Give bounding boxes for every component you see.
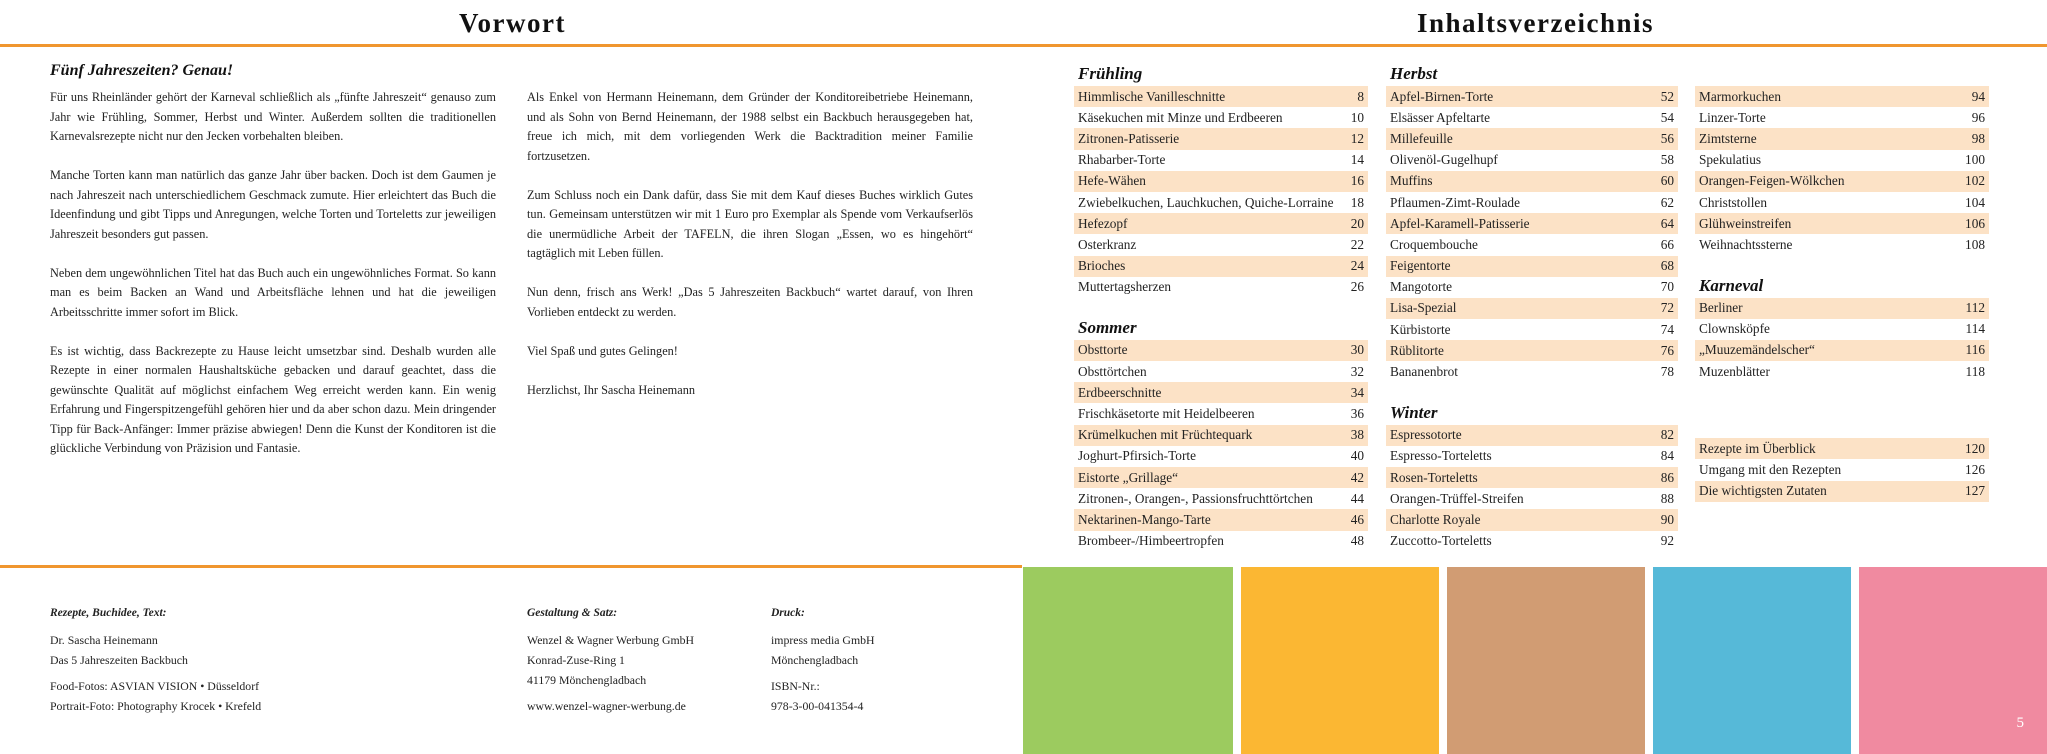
toc-entry[interactable] <box>1386 361 1678 382</box>
toc-entry-page: 82 <box>1660 427 1674 443</box>
toc-entry-page: 116 <box>1965 342 1985 358</box>
toc-entry[interactable] <box>1074 488 1368 509</box>
toc-entry-page: 26 <box>1350 279 1364 295</box>
toc-entry-page: 46 <box>1350 511 1364 527</box>
toc-entry-title: Osterkranz <box>1078 236 1137 252</box>
toc-entry-title: Spekulatius <box>1699 152 1762 168</box>
toc-entry-page: 64 <box>1660 215 1674 231</box>
credits-recipes-line: Dr. Sascha Heinemann <box>50 633 158 647</box>
toc-entry-title: Charlotte Royale <box>1390 511 1481 527</box>
vorwort-paragraph: Viel Spaß und gutes Gelingen! <box>527 343 678 358</box>
toc-entry-title: Umgang mit den Rezepten <box>1699 462 1842 478</box>
toc-entry-title: Mangotorte <box>1390 279 1453 295</box>
toc-entry[interactable] <box>1695 298 1989 319</box>
toc-entry-page: 98 <box>1971 130 1985 146</box>
toc-entry-title: Erdbeerschnitte <box>1078 384 1162 400</box>
vorwort-paragraph: Herzlichst, Ihr Sascha Heinemann <box>527 382 695 397</box>
toc-entry[interactable] <box>1695 150 1989 171</box>
toc-entry[interactable] <box>1386 319 1678 340</box>
toc-entry[interactable] <box>1695 340 1989 361</box>
toc-entry-title: Orangen-Feigen-Wölkchen <box>1699 173 1845 189</box>
toc-entry-page: 34 <box>1350 384 1364 400</box>
vorwort-heading: Vorwort <box>459 8 566 38</box>
toc-entry[interactable] <box>1695 459 1989 480</box>
vorwort-paragraph: Als Enkel von Hermann Heinemann, dem Gründer der Konditoreibetriebe Heinemann, und als Sohn von Bernd Heinemann, der 1988 selbst ein Backbuch herausgegeben hat, freue ich mich, mit dem vorliegenden Werk die Backtradition meiner Familie fortzusetzen. <box>527 90 973 163</box>
toc-entry-title: Feigentorte <box>1390 258 1451 274</box>
toc-entry-title: Berliner <box>1699 300 1743 316</box>
toc-entry[interactable] <box>1074 531 1368 552</box>
toc-entry[interactable] <box>1074 382 1368 403</box>
toc-section-gap <box>1386 383 1678 402</box>
toc-entry-page: 78 <box>1660 364 1674 380</box>
toc-entry-title: Die wichtigsten Zutaten <box>1699 483 1827 499</box>
toc-entry-title: Obsttorte <box>1078 342 1128 358</box>
toc-entry-title: Glühweinstreifen <box>1699 215 1792 231</box>
toc-entry[interactable] <box>1386 298 1678 319</box>
toc-entry-title: Hefezopf <box>1078 215 1128 231</box>
toc-entry-page: 94 <box>1971 88 1985 104</box>
credits-print-line: Mönchengladbach <box>771 653 859 667</box>
toc-entry-page: 126 <box>1965 462 1985 478</box>
toc-entry-title: Eistorte „Grillage“ <box>1078 469 1179 485</box>
swatch-summer <box>1241 567 1439 754</box>
toc-entry-page: 112 <box>1965 300 1985 316</box>
toc-entry-title: Joghurt-Pfirsich-Torte <box>1078 448 1196 464</box>
toc-section <box>1386 402 1678 552</box>
toc-section-title: Herbst <box>1390 64 1438 83</box>
toc-entry[interactable] <box>1074 467 1368 488</box>
vorwort-paragraph: Neben dem ungewöhnlichen Titel hat das Buch auch ein ungewöhnliches Format. So kann man es beim Backen an Wand und Arbeitsfläche lehnen und hat die jeweiligen Arbeitsschritte immer sofort im Blick. <box>50 265 496 319</box>
toc-entry-page: 90 <box>1660 511 1674 527</box>
toc-entry-title: Croquembouche <box>1390 236 1478 252</box>
credits-design <box>527 603 694 716</box>
toc-entry[interactable] <box>1074 128 1368 149</box>
toc-entry-title: Frischkäsetorte mit Heidelbeeren <box>1078 406 1255 422</box>
toc-entry[interactable] <box>1074 425 1368 446</box>
toc-entry-page: 66 <box>1660 236 1674 252</box>
swatch-autumn <box>1447 567 1645 754</box>
toc-entry-page: 72 <box>1660 300 1674 316</box>
toc-entry[interactable] <box>1074 150 1368 171</box>
toc-entry[interactable] <box>1074 256 1368 277</box>
toc-entry[interactable] <box>1695 86 1989 107</box>
toc-entry[interactable] <box>1695 319 1989 340</box>
toc-entry-title: Krümelkuchen mit Früchtequark <box>1078 427 1253 443</box>
credits-isbn: 978-3-00-041354-4 <box>771 699 864 713</box>
toc-entry-page: 42 <box>1350 469 1364 485</box>
vorwort-paragraph: Für uns Rheinländer gehört der Karneval schließlich als „fünfte Jahreszeit“ genauso zum Jahr wie Frühling, Sommer, Herbst und Winter. Außerdem sollten die traditionellen Karnevalsrezepte nicht nur den Jecken vorbehalten bleiben. <box>50 90 496 143</box>
toc-entry[interactable] <box>1386 107 1678 128</box>
toc-entry[interactable] <box>1695 171 1989 192</box>
toc-entry-title: Espressotorte <box>1390 427 1462 443</box>
credits-design-line: 41179 Mönchengladbach <box>527 673 647 687</box>
toc-entry[interactable] <box>1386 234 1678 255</box>
toc-entry-title: Christstollen <box>1699 194 1767 210</box>
bottom-rule <box>0 565 1022 568</box>
toc-entry-title: Rosen-Torteletts <box>1390 469 1478 485</box>
toc-entry-page: 22 <box>1350 236 1364 252</box>
toc-entry-title: Linzer-Torte <box>1699 109 1766 125</box>
toc-section-title: Winter <box>1390 402 1438 422</box>
toc-entry-title: Apfel-Birnen-Torte <box>1390 88 1494 104</box>
credits-design-line: Wenzel & Wagner Werbung GmbH <box>527 633 695 647</box>
toc-entry-page: 56 <box>1660 130 1674 146</box>
toc-entry-title: Zitronen-Patisserie <box>1078 130 1180 146</box>
credits-print <box>771 603 875 716</box>
toc-entry-title: Kürbistorte <box>1390 321 1451 337</box>
toc-entry[interactable] <box>1074 446 1368 467</box>
toc-entry-page: 14 <box>1350 152 1364 168</box>
toc-entry[interactable] <box>1074 213 1368 234</box>
toc-entry-page: 106 <box>1965 215 1985 231</box>
toc-entry-title: Brombeer-/Himbeertropfen <box>1078 533 1224 549</box>
vorwort-paragraph: Es ist wichtig, dass Backrezepte zu Hause leicht umsetzbar sind. Deshalb wurden alle Rezepte in einer normalen Haushaltsküche gebacken und darauf geachtet, dass die gewünschte Qualität auf möglichst einfachem Weg erreicht werden kann. Ein wenig Erfahrung und Fingerspitzengefühl gehören hier und da aber schon dazu. Mein dringender Tipp für Back-Anfänger: Immer präzise abwiegen! Denn die Kunst der Konditoren ist die glückliche Verbindung von Präzision und Fantasie. <box>50 343 496 455</box>
vorwort-left-column <box>50 88 496 478</box>
toc-entry-page: 24 <box>1350 258 1364 274</box>
toc-entry-page: 114 <box>1965 321 1985 337</box>
toc-section <box>1074 317 1368 552</box>
toc-entry-page: 68 <box>1660 258 1674 274</box>
toc-entry[interactable] <box>1386 86 1678 107</box>
toc-entry-page: 40 <box>1350 448 1364 464</box>
toc-section-title-karneval: Karneval <box>1699 275 1764 295</box>
toc-entry-page: 76 <box>1660 342 1674 358</box>
toc-entry[interactable] <box>1074 509 1368 530</box>
toc-entry-title: Espresso-Torteletts <box>1390 448 1492 464</box>
toc-entry[interactable] <box>1386 509 1678 530</box>
swatch-spring <box>1023 567 1233 754</box>
credits-design-label: Gestaltung & Satz: <box>527 607 618 619</box>
toc-entry-title: Pflaumen-Zimt-Roulade <box>1390 194 1520 210</box>
toc-entry-title: Rezepte im Überblick <box>1699 440 1816 456</box>
toc-entry-page: 120 <box>1965 440 1985 456</box>
toc-column-2 <box>1386 63 1678 552</box>
toc-entry-title: Olivenöl-Gugelhupf <box>1390 152 1498 168</box>
toc-entry[interactable] <box>1386 446 1678 467</box>
toc-heading: Inhaltsverzeichnis <box>1417 8 1655 38</box>
toc-entry[interactable] <box>1386 488 1678 509</box>
toc-entry-page: 100 <box>1965 152 1985 168</box>
toc-column-1 <box>1074 63 1368 552</box>
credits-design-url[interactable]: www.wenzel-wagner-werbung.de <box>527 699 686 713</box>
toc-entry-title: Muzenblätter <box>1699 363 1770 379</box>
toc-entry-page: 86 <box>1660 469 1674 485</box>
toc-entry-title: „Muuzemändelscher“ <box>1699 342 1815 358</box>
toc-entry-page: 84 <box>1660 448 1674 464</box>
toc-column-3 <box>1695 63 1989 502</box>
toc-entry-page: 8 <box>1357 88 1364 104</box>
toc-entry[interactable] <box>1074 403 1368 424</box>
toc-entry-title: Käsekuchen mit Minze und Erdbeeren <box>1078 109 1283 125</box>
toc-entry[interactable] <box>1074 277 1368 298</box>
toc-entry[interactable] <box>1695 438 1989 459</box>
toc-entry-page: 44 <box>1350 490 1364 506</box>
toc-entry-title: Rhabarber-Torte <box>1078 152 1166 168</box>
toc-entry[interactable] <box>1695 128 1989 149</box>
page-number: 5 <box>2016 715 2024 731</box>
toc-entry-page: 52 <box>1660 88 1674 104</box>
toc-entry-title: Millefeuille <box>1390 130 1453 146</box>
toc-section <box>1074 63 1368 298</box>
toc-entry[interactable] <box>1074 171 1368 192</box>
toc-entry-page: 96 <box>1971 109 1985 125</box>
vorwort-paragraph: Nun denn, frisch ans Werk! „Das 5 Jahreszeiten Backbuch“ wartet darauf, von Ihren Vorlieben entdeckt zu werden. <box>527 285 973 319</box>
toc-entry-title: Muttertagsherzen <box>1078 279 1172 295</box>
toc-entry-title: Zimtsterne <box>1699 130 1757 146</box>
toc-entry[interactable] <box>1386 425 1678 446</box>
toc-entry[interactable] <box>1386 128 1678 149</box>
toc-entry-page: 48 <box>1350 533 1364 549</box>
toc-entry-title: Obsttörtchen <box>1078 363 1147 379</box>
toc-entry[interactable] <box>1074 234 1368 255</box>
toc-entry[interactable] <box>1386 277 1678 298</box>
toc-entry-page: 20 <box>1350 215 1364 231</box>
credits-design-line: Konrad-Zuse-Ring 1 <box>527 653 625 667</box>
toc-entry-title: Elsässer Apfeltarte <box>1390 109 1491 125</box>
toc-entry-page: 70 <box>1660 279 1674 295</box>
toc-entry-page: 88 <box>1660 490 1674 506</box>
toc-entry[interactable] <box>1695 213 1989 234</box>
toc-entry-page: 16 <box>1350 173 1364 189</box>
toc-entry-page: 54 <box>1660 109 1674 125</box>
toc-entry-page: 118 <box>1965 363 1985 379</box>
toc-entry[interactable] <box>1386 213 1678 234</box>
toc-entry-title: Hefe-Wähen <box>1078 173 1146 189</box>
credits-isbn-label: ISBN-Nr.: <box>771 679 820 693</box>
toc-entry-title: Lisa-Spezial <box>1390 300 1457 316</box>
vorwort-paragraph: Manche Torten kann man natürlich das ganze Jahr über backen. Doch ist dem Gaumen je nach Jahreszeit nach unterschiedlichem Geschmack zumute. Hier erleichtert das Buch die Ideenfindung und gibt Tipps und Anregungen, welche Torten und Torteletts zur jeweiligen Jahreszeit besonders gut passen. <box>50 168 496 241</box>
toc-entry[interactable] <box>1074 340 1368 361</box>
toc-entry-page: 108 <box>1965 236 1985 252</box>
credits-print-line: impress media GmbH <box>771 633 875 647</box>
toc-entry[interactable] <box>1386 531 1678 552</box>
toc-entry[interactable] <box>1386 150 1678 171</box>
toc-entry[interactable] <box>1074 86 1368 107</box>
toc-entry[interactable] <box>1386 171 1678 192</box>
toc-entry-page: 102 <box>1965 173 1985 189</box>
toc-entry-page: 74 <box>1660 321 1674 337</box>
toc-entry[interactable] <box>1386 340 1678 361</box>
toc-section-title: Sommer <box>1078 317 1137 337</box>
toc-entry[interactable] <box>1386 467 1678 488</box>
credits-recipes <box>50 603 261 716</box>
credits-print-label: Druck: <box>771 607 805 619</box>
toc-entry-page: 62 <box>1660 194 1674 210</box>
toc-entry[interactable] <box>1695 234 1989 255</box>
vorwort-paragraph: Zum Schluss noch ein Dank dafür, dass Sie mit dem Kauf dieses Buches wirklich Gutes tun. Gemeinsam unterstützen wir mit 1 Euro pro Exemplar als Spende vom Verkaufserlös die unermüdliche Arbeit der TAFELN, die ihren Slogan „Essen, wo es hingehört“ tagtäglich mit Leben füllen. <box>527 187 973 260</box>
toc-entry-title: Bananenbrot <box>1390 364 1458 380</box>
toc-entry[interactable] <box>1695 107 1989 128</box>
toc-entry-title: Orangen-Trüffel-Streifen <box>1390 490 1524 506</box>
toc-entry-title: Rüblitorte <box>1390 342 1444 358</box>
credits-portrait-photo: Portrait-Foto: Photography Krocek • Krefeld <box>50 699 262 713</box>
toc-entry-page: 38 <box>1350 427 1364 443</box>
top-rule <box>0 44 2047 47</box>
toc-entry-page: 32 <box>1350 363 1364 379</box>
toc-entry-page: 92 <box>1660 533 1674 549</box>
credits-recipes-label: Rezepte, Buchidee, Text: <box>50 607 167 619</box>
swatch-winter <box>1653 567 1851 754</box>
toc-entry[interactable] <box>1386 192 1678 213</box>
toc-entry[interactable] <box>1074 192 1368 213</box>
credits-food-photos: Food-Fotos: ASVIAN VISION • Düsseldorf <box>50 679 260 693</box>
credits-recipes-line: Das 5 Jahreszeiten Backbuch <box>50 653 188 667</box>
toc-entry-title: Nektarinen-Mango-Tarte <box>1078 511 1211 527</box>
toc-entry-title: Clownsköpfe <box>1699 321 1770 337</box>
vorwort-right-column <box>527 88 973 420</box>
toc-entry-title: Muffins <box>1390 173 1433 189</box>
toc-entry-page: 30 <box>1350 342 1364 358</box>
toc-entry-title: Marmorkuchen <box>1699 88 1781 104</box>
toc-entry[interactable] <box>1695 481 1989 502</box>
vorwort-subtitle: Fünf Jahreszeiten? Genau! <box>50 62 234 79</box>
toc-entry-page: 10 <box>1350 109 1364 125</box>
toc-entry-title: Zitronen-, Orangen-, Passionsfruchttörtchen <box>1078 490 1313 506</box>
toc-entry-page: 60 <box>1660 173 1674 189</box>
toc-entry-page: 104 <box>1965 194 1985 210</box>
toc-entry-title: Zuccotto-Torteletts <box>1390 533 1492 549</box>
toc-section-title: Frühling <box>1078 64 1143 83</box>
toc-section <box>1386 63 1678 383</box>
toc-entry-title: Apfel-Karamell-Patisserie <box>1390 215 1530 231</box>
toc-entry-page: 18 <box>1350 194 1364 210</box>
toc-entry[interactable] <box>1695 361 1989 382</box>
toc-section-gap <box>1074 298 1368 317</box>
toc-entry-page: 127 <box>1965 483 1985 499</box>
toc-entry[interactable] <box>1386 256 1678 277</box>
toc-entry-title: Himmlische Vanilleschnitte <box>1078 88 1226 104</box>
toc-entry[interactable] <box>1695 192 1989 213</box>
toc-entry-page: 36 <box>1350 406 1364 422</box>
toc-entry-page: 12 <box>1350 130 1364 146</box>
toc-entry[interactable] <box>1074 361 1368 382</box>
toc-entry-title: Zwiebelkuchen, Lauchkuchen, Quiche-Lorraine <box>1078 194 1334 210</box>
toc-entry-page: 58 <box>1660 152 1674 168</box>
toc-entry[interactable] <box>1074 107 1368 128</box>
toc-entry-title: Brioches <box>1078 258 1126 274</box>
toc-entry-title: Weihnachtssterne <box>1699 236 1793 252</box>
